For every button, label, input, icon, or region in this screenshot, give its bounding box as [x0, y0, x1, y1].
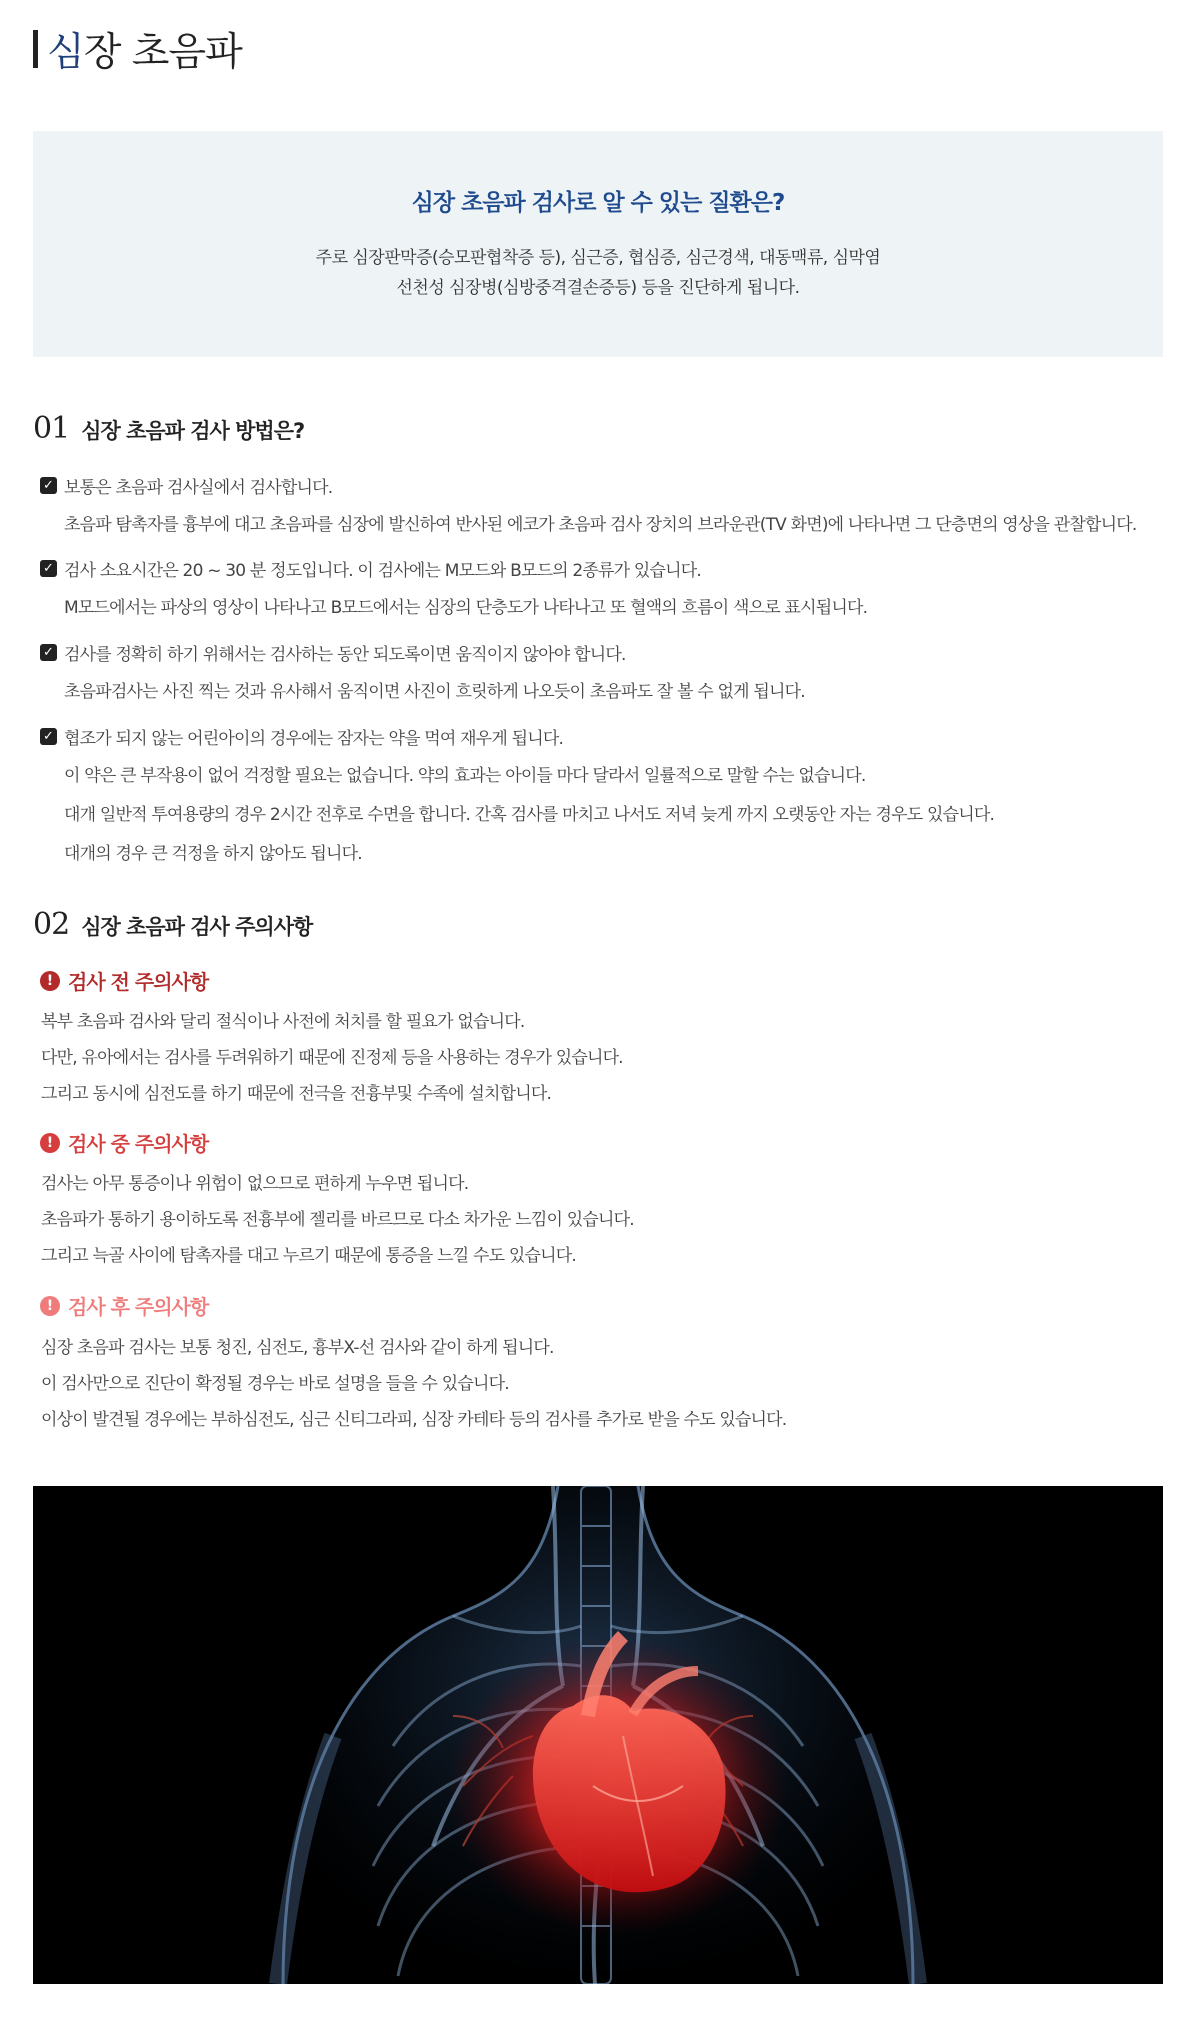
exclamation-circle-icon: ! — [40, 1133, 60, 1153]
exclamation-circle-icon: ! — [40, 1296, 60, 1316]
check-item — [40, 474, 1190, 535]
caution-during-line: 초음파가 통하기 용이하도록 전흉부에 젤리를 바르므로 다소 차가운 느낌이 있습니다. — [41, 1210, 634, 1230]
intro-line-1: 주로 심장판막증(승모판협착증 등), 심근증, 협심증, 심근경색, 대동맥류, 심막염 — [315, 248, 881, 268]
check-item-sub: 초음파 탐촉자를 흉부에 대고 초음파를 심장에 발신하여 반사된 에코가 초음파 검사 장치의 브라운관(TV 화면)에 나타나면 그 단층면의 영상을 관찰합니다. — [64, 515, 1137, 535]
caution-after-title: 검사 후 주의사항 — [68, 1295, 209, 1319]
title-bar — [33, 30, 38, 68]
section-2-heading — [33, 907, 312, 942]
section-2-title: 심장 초음파 검사 주의사항 — [81, 915, 313, 939]
page-title-accent: 심 — [47, 30, 84, 75]
checkbox-checked-icon: ✓ — [40, 560, 57, 577]
check-item-sub: 대개 일반적 투여용량의 경우 2시간 전후로 수면을 합니다. 간혹 검사를 마치고 나서도 저녁 늦게 까지 오랫동안 자는 경우도 있습니다. — [64, 805, 995, 825]
caution-before-line: 복부 초음파 검사와 달리 절식이나 사전에 처치를 할 필요가 없습니다. — [41, 1012, 525, 1032]
check-item-main: 검사 소요시간은 20 ~ 30 분 정도입니다. 이 검사에는 M모드와 B모드의 2종류가 있습니다. — [64, 560, 701, 581]
section-2-number: 02 — [33, 907, 70, 942]
exclamation-circle-icon: ! — [40, 971, 60, 991]
check-item-sub: 이 약은 큰 부작용이 없어 걱정할 필요는 없습니다. 약의 효과는 아이들 마다 달라서 일률적으로 말할 수는 없습니다. — [64, 766, 866, 786]
caution-before-title: 검사 전 주의사항 — [68, 970, 209, 994]
check-item-main: 협조가 되지 않는 어린아이의 경우에는 잠자는 약을 먹여 재우게 됩니다. — [64, 728, 564, 749]
checkbox-checked-icon: ✓ — [40, 728, 57, 745]
caution-during-line: 검사는 아무 통증이나 위험이 없으므로 편하게 누우면 됩니다. — [41, 1174, 469, 1194]
caution-during-title: 검사 중 주의사항 — [68, 1132, 209, 1156]
caution-before-heading — [40, 966, 208, 995]
section-1-number: 01 — [33, 411, 70, 446]
checkbox-checked-icon: ✓ — [40, 477, 57, 494]
caution-before-line: 다만, 유아에서는 검사를 두려워하기 때문에 진정제 등을 사용하는 경우가 있습니다. — [41, 1048, 623, 1068]
caution-after-heading — [40, 1291, 208, 1320]
check-item-main: 검사를 정확히 하기 위해서는 검사하는 동안 되도록이면 움직이지 않아야 합니다. — [64, 644, 626, 665]
check-item — [40, 641, 1190, 702]
check-item — [40, 725, 1190, 864]
caution-before-line: 그리고 동시에 심전도를 하기 때문에 전극을 전흉부및 수족에 설치합니다. — [41, 1084, 552, 1104]
intro-line-2: 선천성 심장병(심방중격결손증등) 등을 진단하게 됩니다. — [396, 278, 800, 298]
caution-during-line: 그리고 늑골 사이에 탐촉자를 대고 누르기 때문에 통증을 느낄 수도 있습니다. — [41, 1246, 576, 1266]
section-1-title: 심장 초음파 검사 방법은? — [81, 419, 305, 443]
section-1-heading — [33, 411, 304, 446]
intro-question: 심장 초음파 검사로 알 수 있는 질환은? — [411, 190, 785, 216]
check-item-sub: 초음파검사는 사진 찍는 것과 유사해서 움직이면 사진이 흐릿하게 나오듯이 초음파도 잘 볼 수 없게 됩니다. — [64, 682, 805, 702]
caution-after-line: 이상이 발견될 경우에는 부하심전도, 심근 신티그라피, 심장 카테타 등의 검사를 추가로 받을 수도 있습니다. — [41, 1410, 787, 1430]
caution-during-heading — [40, 1128, 208, 1157]
check-item — [40, 557, 1190, 618]
page-title — [33, 26, 242, 75]
intro-box — [33, 131, 1163, 357]
caution-after-line: 심장 초음파 검사는 보통 청진, 심전도, 흉부X-선 검사와 같이 하게 됩니다. — [41, 1338, 554, 1358]
check-item-sub: M모드에서는 파상의 영상이 나타나고 B모드에서는 심장의 단층도가 나타나고 또 혈액의 흐름이 색으로 표시됩니다. — [64, 598, 868, 618]
page-title-rest: 장 초음파 — [83, 30, 242, 75]
caution-after-line: 이 검사만으로 진단이 확정될 경우는 바로 설명을 들을 수 있습니다. — [41, 1374, 509, 1394]
heart-xray-illustration — [33, 1486, 1163, 1984]
check-item-sub: 대개의 경우 큰 걱정을 하지 않아도 됩니다. — [64, 844, 362, 864]
checkbox-checked-icon: ✓ — [40, 644, 57, 661]
check-item-main: 보통은 초음파 검사실에서 검사합니다. — [64, 477, 333, 498]
heart-xray-image — [33, 1486, 1163, 1984]
